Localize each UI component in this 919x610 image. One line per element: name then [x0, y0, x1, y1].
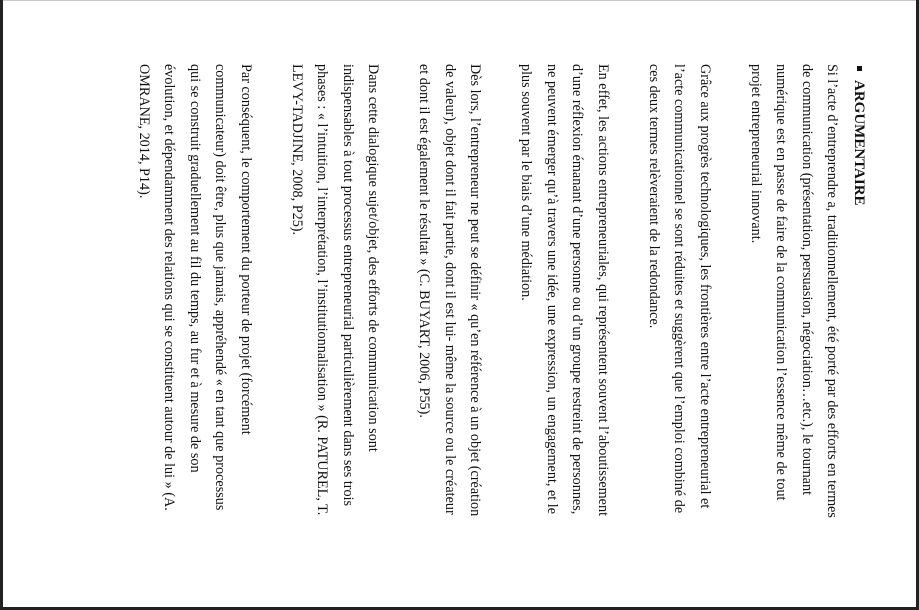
- text-line: communicateur) doit être, plus que jamais, appréhendé « en tant que processus: [212, 64, 229, 511]
- text-line: l’acte communicationnel se sont réduites et suggèrent que l’emploi combiné de: [671, 64, 688, 514]
- text-line: projet entrepreneurial innovant.: [748, 64, 764, 244]
- text-line: qui se construit graduellement au fil du temps, au fur et à mesure de son: [187, 64, 203, 473]
- rotated-text-block: [105, 64, 871, 594]
- text-line: Par conséquent, le comportement du porteur de projet (forcément: [238, 64, 254, 435]
- text-line: de valeur), objet dont il fait partie, dont il est lui- même la source ou le créateur: [442, 64, 458, 515]
- text-line: OMRANE, 2014, P14).: [136, 64, 152, 199]
- text-line: Dès lors, l’entrepreneur ne peut se définir « qu’en référence à un objet (création: [467, 64, 484, 517]
- section-heading: [846, 64, 872, 594]
- text-line: En effet, les actions entrepreneuriales, qui représentent souvent l’aboutissement: [595, 64, 611, 517]
- text-line: numérique est en passe de faire de la communication l’essence même de tout: [773, 64, 790, 501]
- paragraph: [411, 64, 488, 594]
- text-line: ces deux termes relèveraient de la redondance.: [646, 64, 662, 329]
- text-line: d’une réflexion émanant d’une personne ou d’un groupe restreint de personnes,: [569, 64, 586, 515]
- paragraph: [743, 64, 845, 594]
- text-line: plus souvent par le biais d’une médiation.: [518, 64, 535, 301]
- text-line: indispensables à tout processus entrepreneurial particulièrement dans ses trois: [340, 64, 356, 507]
- text-line: Dans cette dialogique sujet/objet, des efforts de communication sont: [365, 64, 382, 452]
- text-line: phases : « l’intuition, l’interprétation, l’institutionnalisation » (R. PATUREL, T.: [314, 64, 331, 516]
- heading-text: ARGUMENTAIRE: [851, 80, 867, 206]
- text-line: ne peuvent émerger qu’à travers une idée, une expression, un engagement, et le: [544, 64, 560, 515]
- text-line: de communication (présentation, persuasion, négociation…etc.), le tournant: [799, 64, 815, 496]
- text-line: Si l’acte d’entreprendre a, traditionnellement, été porté par des efforts en termes: [824, 64, 841, 518]
- square-bullet-icon: [857, 66, 862, 71]
- paragraph: [131, 64, 259, 594]
- text-line: Grâce aux progrès technologiques, les frontières entre l’acte entrepreneurial et: [697, 64, 713, 509]
- text-line: LEVY-TADJINE, 2008, P25).: [289, 64, 305, 236]
- text-line: et dont il est également le résultat » (C. BUYART, 2006, P55).: [416, 64, 433, 418]
- paragraph: [513, 64, 615, 594]
- left-window-edge: [0, 0, 3, 610]
- text-line: évolution, et dépendamment des relations qui se constituent autour de lui » (A.: [161, 64, 178, 511]
- paragraph: [641, 64, 718, 594]
- paragraph-list: [131, 64, 845, 594]
- paragraph: [284, 64, 386, 594]
